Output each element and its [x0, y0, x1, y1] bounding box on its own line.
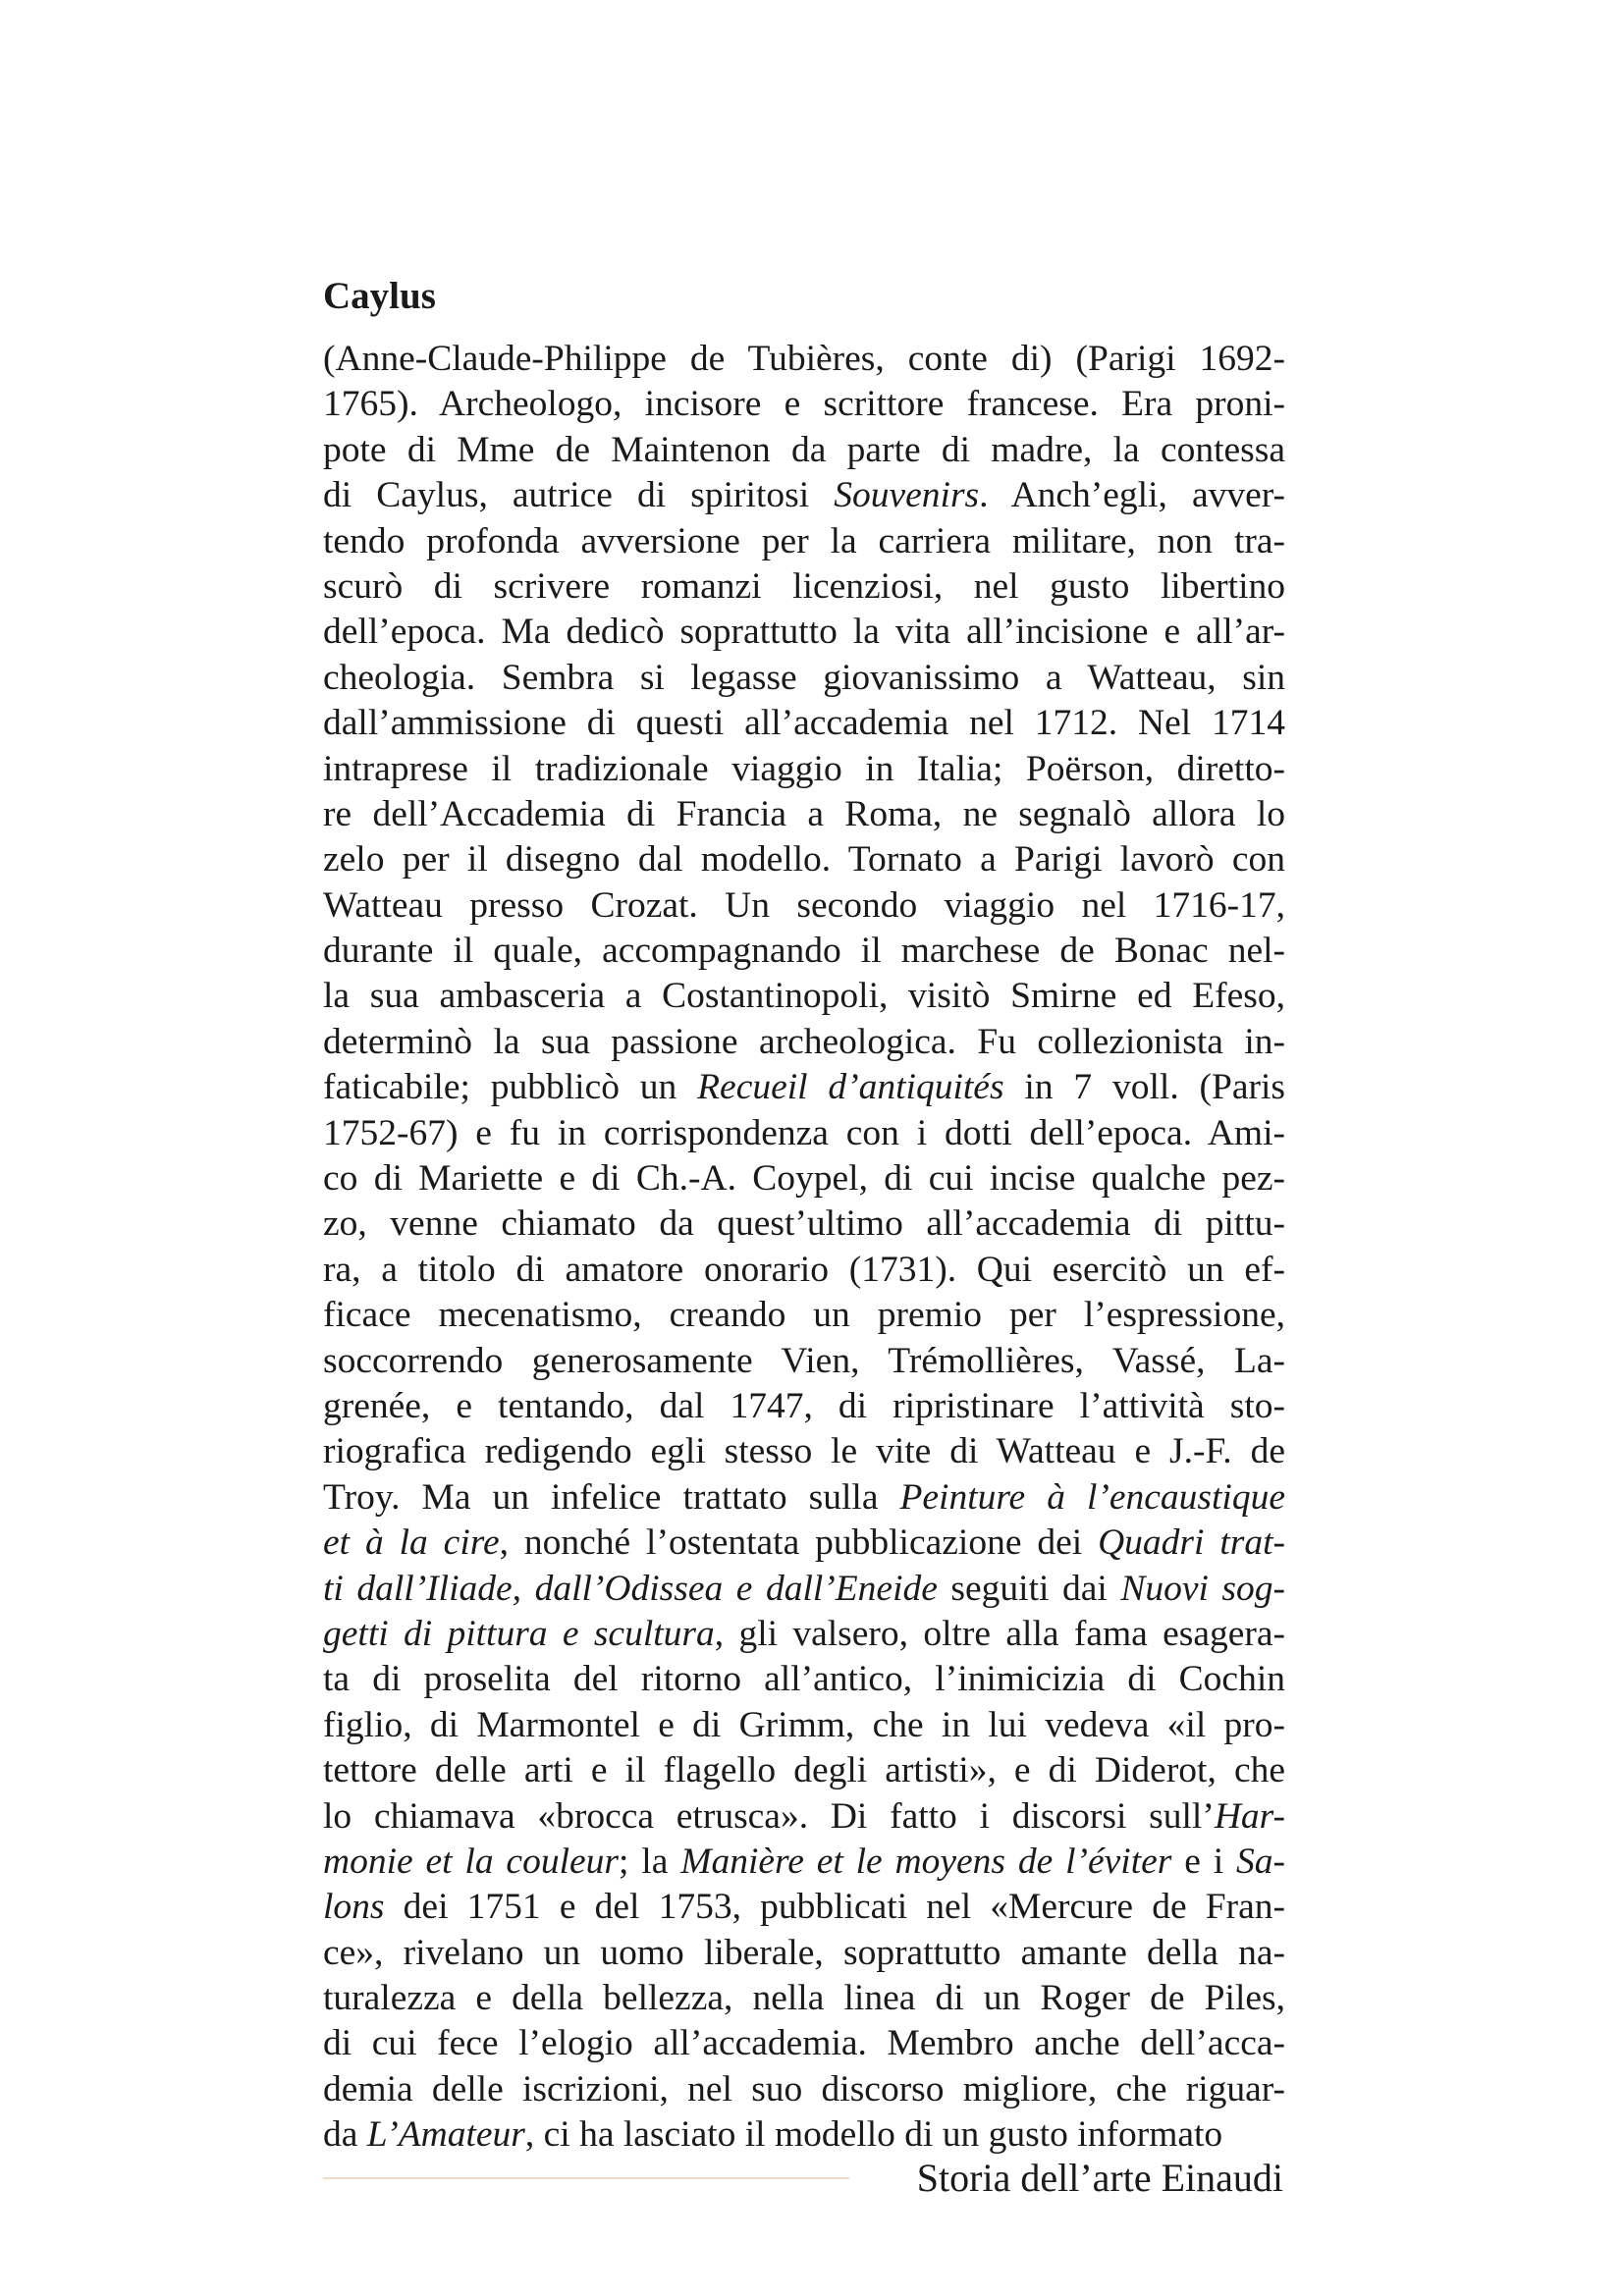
text-run: faticabile; pubblicò un [323, 1067, 698, 1108]
text-line [323, 747, 1285, 792]
text-run: durante il quale, accompagnando il marchese de Bonac nel- [323, 931, 1285, 972]
text-run: ficace mecenatismo, creando un premio per l’espressione, [323, 1295, 1285, 1336]
footer-publication-label: Storia dell’arte Einaudi [916, 2156, 1283, 2200]
text-run: scurò di scrivere romanzi licenziosi, nel gusto libertino [323, 565, 1285, 607]
text-line [323, 1429, 1285, 1474]
text-run: determinò la sua passione archeologica. Fu collezionista in- [323, 1021, 1285, 1062]
text-line [323, 1748, 1285, 1793]
text-line [323, 564, 1285, 610]
text-run: 1752-67) e fu in corrispondenza con i dotti dell’epoca. Ami- [323, 1112, 1285, 1153]
text-line [323, 656, 1285, 701]
text-line [323, 929, 1285, 974]
text-run: (Anne-Claude-Philippe de Tubières, conte di) (Parigi 1692- [323, 339, 1285, 379]
text-line [323, 1111, 1285, 1156]
text-run: di cui fece l’elogio all’accademia. Membro anche dell’acca- [323, 2023, 1285, 2064]
text-run: intraprese il tradizionale viaggio in Italia; Poërson, diretto- [323, 748, 1285, 789]
text-run: tettore delle arti e il flagello degli artisti», e di Diderot, che [323, 1750, 1285, 1791]
text-line [323, 1612, 1285, 1657]
text-run: ta di proselita del ritorno all’antico, l’inimicizia di Cochin [323, 1659, 1285, 1700]
text-run: turalezza e della bellezza, nella linea di un Roger de Piles, [323, 1978, 1285, 2019]
text-run: soccorrendo generosamente Vien, Trémollières, Vassé, La- [323, 1340, 1285, 1381]
italic-title-text: Peinture à l’encaustique [899, 1476, 1285, 1518]
text-line [323, 473, 1285, 518]
text-line [323, 883, 1285, 929]
text-run: da [323, 2114, 367, 2156]
text-run: 1765). Archeologo, incisore e scrittore francese. Era proni- [323, 384, 1285, 425]
text-run: tendo profonda avversione per la carriera militare, non tra- [323, 520, 1285, 561]
text-run: seguiti dai [937, 1568, 1121, 1609]
text-run: Troy. Ma un infelice trattato sulla [323, 1476, 900, 1518]
text-run: cheologia. Sembra si legasse giovanissimo a Watteau, sin [323, 657, 1285, 698]
text-line [323, 2112, 1285, 2158]
italic-title-text: Har- [1214, 1795, 1285, 1837]
text-line [323, 382, 1285, 427]
text-line [323, 1703, 1285, 1748]
text-line [323, 2021, 1285, 2066]
text-run: e i [1171, 1841, 1236, 1882]
text-line [323, 1248, 1285, 1293]
text-run: in 7 voll. (Paris [1003, 1067, 1286, 1108]
text-run: Watteau presso Crozat. Un secondo viaggio nel 1716-17, [323, 884, 1285, 926]
text-line [323, 1475, 1285, 1521]
text-run: ; la [619, 1841, 681, 1882]
text-line [323, 1567, 1285, 1612]
italic-title-text: L’Amateur [366, 2114, 525, 2156]
text-line [323, 2067, 1285, 2112]
text-line [323, 1293, 1285, 1338]
text-run: zelo per il disegno dal modello. Tornato a Parigi lavorò con [323, 839, 1285, 881]
text-run: ce», rivelano un uomo liberale, soprattutto amante della na- [323, 1932, 1285, 1973]
text-run: la sua ambasceria a Costantinopoli, visitò Smirne ed Efeso, [323, 976, 1285, 1017]
text-line [323, 1156, 1285, 1201]
text-line [323, 1885, 1285, 1930]
text-run: , gli valsero, oltre alla fama esagera- [714, 1613, 1285, 1654]
text-line [323, 837, 1285, 882]
text-line [323, 1521, 1285, 1566]
text-run: dall’ammissione di questi all’accademia nel 1712. Nel 1714 [323, 703, 1285, 744]
text-run: grenée, e tentando, dal 1747, di ripristinare l’attività sto- [323, 1385, 1285, 1426]
italic-title-text: Manière et le moyens de l’éviter [680, 1841, 1172, 1882]
text-run: pote di Mme de Maintenon da parte di madre, la contessa [323, 429, 1285, 470]
italic-title-text: Sa- [1236, 1841, 1285, 1882]
text-run: , nonché l’ostentata pubblicazione dei [499, 1522, 1099, 1564]
text-line [323, 1976, 1285, 2021]
text-run: demia delle iscrizioni, nel suo discorso migliore, che riguar- [323, 2068, 1285, 2109]
text-run: ra, a titolo di amatore onorario (1731). Qui esercitò un ef- [323, 1249, 1285, 1290]
text-run: lo chiamava «brocca etrusca». Di fatto i discorsi sull’ [323, 1795, 1215, 1837]
italic-title-text: Recueil d’antiquités [697, 1067, 1004, 1108]
text-line [323, 519, 1285, 564]
text-line [323, 701, 1285, 746]
text-line [323, 1065, 1285, 1110]
italic-title-text: monie et la couleur [323, 1841, 619, 1882]
text-line [323, 1657, 1285, 1702]
text-run: riografica redigendo egli stesso le vite di Watteau e J.-F. de [323, 1431, 1285, 1472]
text-run: di Caylus, autrice di spiritosi [323, 475, 835, 516]
text-line [323, 1840, 1285, 1885]
text-line [323, 1339, 1285, 1384]
footer-divider [323, 2177, 849, 2179]
italic-title-text: Souvenirs [834, 475, 980, 516]
text-run: figlio, di Marmontel e di Grimm, che in lui vedeva «il pro- [323, 1704, 1285, 1745]
text-run: co di Mariette e di Ch.-A. Coypel, di cui incise qualche pez- [323, 1158, 1285, 1200]
text-line [323, 1931, 1285, 1976]
text-line [323, 1201, 1285, 1247]
text-run: re dell’Accademia di Francia a Roma, ne segnalò allora lo [323, 793, 1285, 834]
text-line [323, 337, 1285, 382]
text-run: . Anch’egli, avver- [979, 475, 1285, 516]
italic-title-text: ti dall’Iliade, dall’Odissea e dall’Eneide [323, 1568, 938, 1609]
text-run: zo, venne chiamato da quest’ultimo all’accademia di pittu- [323, 1203, 1285, 1245]
text-run: , ci ha lasciato il modello di un gusto informato [524, 2114, 1223, 2156]
text-line [323, 1794, 1285, 1840]
italic-title-text: getti di pittura e scultura [323, 1613, 715, 1654]
text-line [323, 610, 1285, 655]
text-run: dell’epoca. Ma dedicò soprattutto la vita all’incisione e all’ar- [323, 612, 1285, 653]
text-line [323, 1020, 1285, 1065]
italic-title-text: et à la cire [323, 1522, 500, 1564]
text-line [323, 1384, 1285, 1429]
italic-title-text: Quadri trat- [1098, 1522, 1286, 1564]
text-line [323, 792, 1285, 837]
text-line [323, 974, 1285, 1019]
italic-title-text: lons [323, 1887, 385, 1928]
text-run: dei 1751 e del 1753, pubblicati nel «Mercure de Fran- [384, 1887, 1285, 1928]
entry-body-text [323, 337, 1285, 2159]
entry-title: Caylus [323, 275, 436, 317]
italic-title-text: Nuovi sog- [1120, 1568, 1286, 1609]
text-line [323, 428, 1285, 473]
